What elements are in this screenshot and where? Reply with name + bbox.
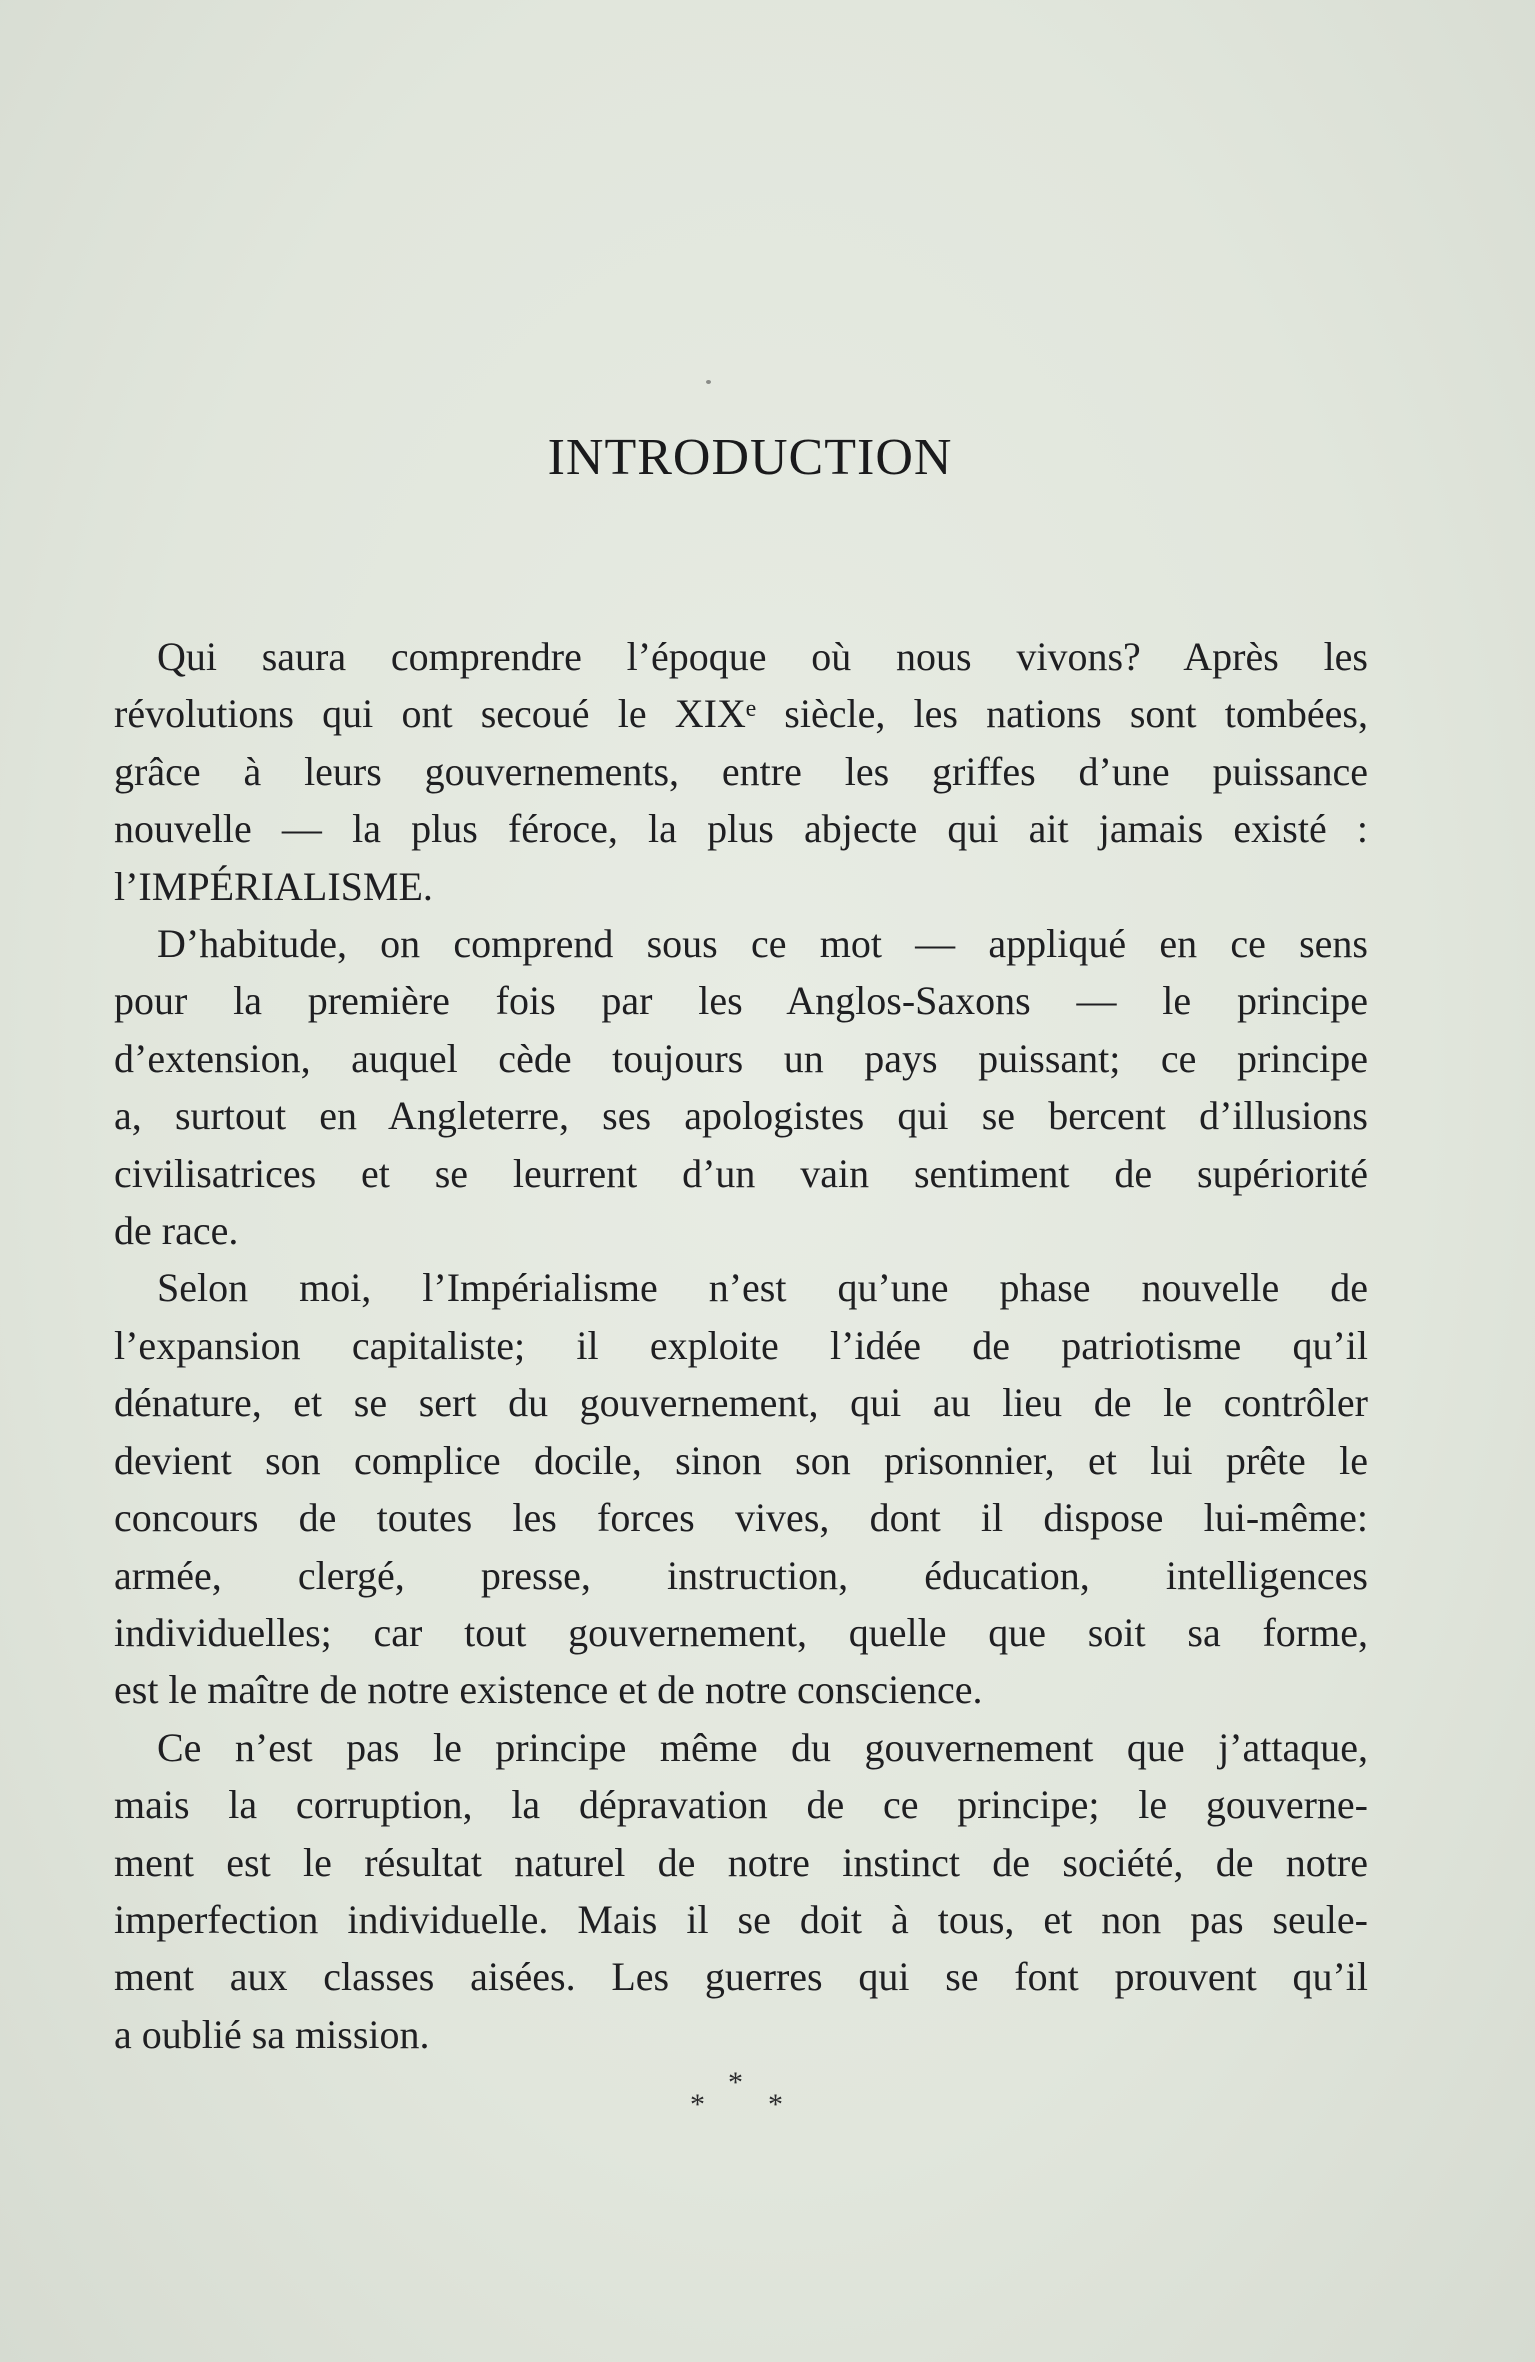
- asterisk-glyph: *: [768, 2088, 783, 2121]
- text-line: grâce à leurs gouvernements, entre les griffes d’une puissance: [114, 748, 1368, 794]
- text-line: est le maître de notre existence et de notre conscience.: [114, 1667, 983, 1713]
- text-line: de race.: [114, 1208, 239, 1254]
- paragraph-2: [114, 915, 1368, 1259]
- text-line: d’extension, auquel cède toujours un pays puissant; ce principe: [114, 1035, 1368, 1081]
- text-line: a oublié sa mission.: [114, 2011, 430, 2057]
- text-line: Selon moi, l’Impérialisme n’est qu’une phase nouvelle de: [157, 1265, 1368, 1311]
- text-line: pour la première fois par les Anglos-Saxons — le principe: [114, 978, 1368, 1024]
- text-line: l’expansion capitaliste; il exploite l’idée de patriotisme qu’il: [114, 1322, 1368, 1368]
- text-line: armée, clergé, presse, instruction, éducation, intelligences: [114, 1552, 1368, 1598]
- text-line: D’habitude, on comprend sous ce mot — appliqué en ce sens: [157, 921, 1368, 967]
- paragraph-1: [114, 628, 1368, 915]
- paragraph-4: [114, 1719, 1368, 2063]
- text-line: Ce n’est pas le principe même du gouvernement que j’attaque,: [157, 1724, 1368, 1770]
- text-line: civilisatrices et se leurrent d’un vain sentiment de supériorité: [114, 1150, 1368, 1196]
- chapter-title: INTRODUCTION: [547, 429, 953, 486]
- text-line: nouvelle — la plus féroce, la plus abjecte qui ait jamais existé :: [114, 806, 1368, 852]
- text-line: imperfection individuelle. Mais il se doit à tous, et non pas seule-: [114, 1896, 1368, 1942]
- asterism-divider: [690, 2066, 800, 2126]
- text-line: ment aux classes aisées. Les guerres qui se font prouvent qu’il: [114, 1954, 1368, 2000]
- text-line: individuelles; car tout gouvernement, quelle que soit sa forme,: [114, 1609, 1368, 1655]
- text-line: ment est le résultat naturel de notre instinct de société, de notre: [114, 1839, 1368, 1885]
- text-line: dénature, et se sert du gouvernement, qui au lieu de le contrôler: [114, 1380, 1368, 1426]
- body-text: [114, 628, 1368, 2063]
- text-line: concours de toutes les forces vives, dont il dispose lui-même:: [114, 1495, 1368, 1541]
- paragraph-3: [114, 1259, 1368, 1718]
- text-line: Qui saura comprendre l’époque où nous vivons? Après les: [157, 634, 1368, 679]
- text-line: devient son complice docile, sinon son prisonnier, et lui prête le: [114, 1437, 1368, 1483]
- text-line: l’IMPÉRIALISME.: [114, 863, 433, 909]
- text-line: mais la corruption, la dépravation de ce principe; le gouverne-: [114, 1782, 1368, 1828]
- text-line: révolutions qui ont secoué le XIXᵉ siècle, les nations sont tombées,: [114, 691, 1368, 737]
- asterisk-glyph: *: [690, 2088, 705, 2121]
- text-line: a, surtout en Angleterre, ses apologistes qui se bercent d’illusions: [114, 1093, 1368, 1139]
- ink-speck: [706, 380, 711, 384]
- asterisk-glyph: *: [728, 2066, 743, 2099]
